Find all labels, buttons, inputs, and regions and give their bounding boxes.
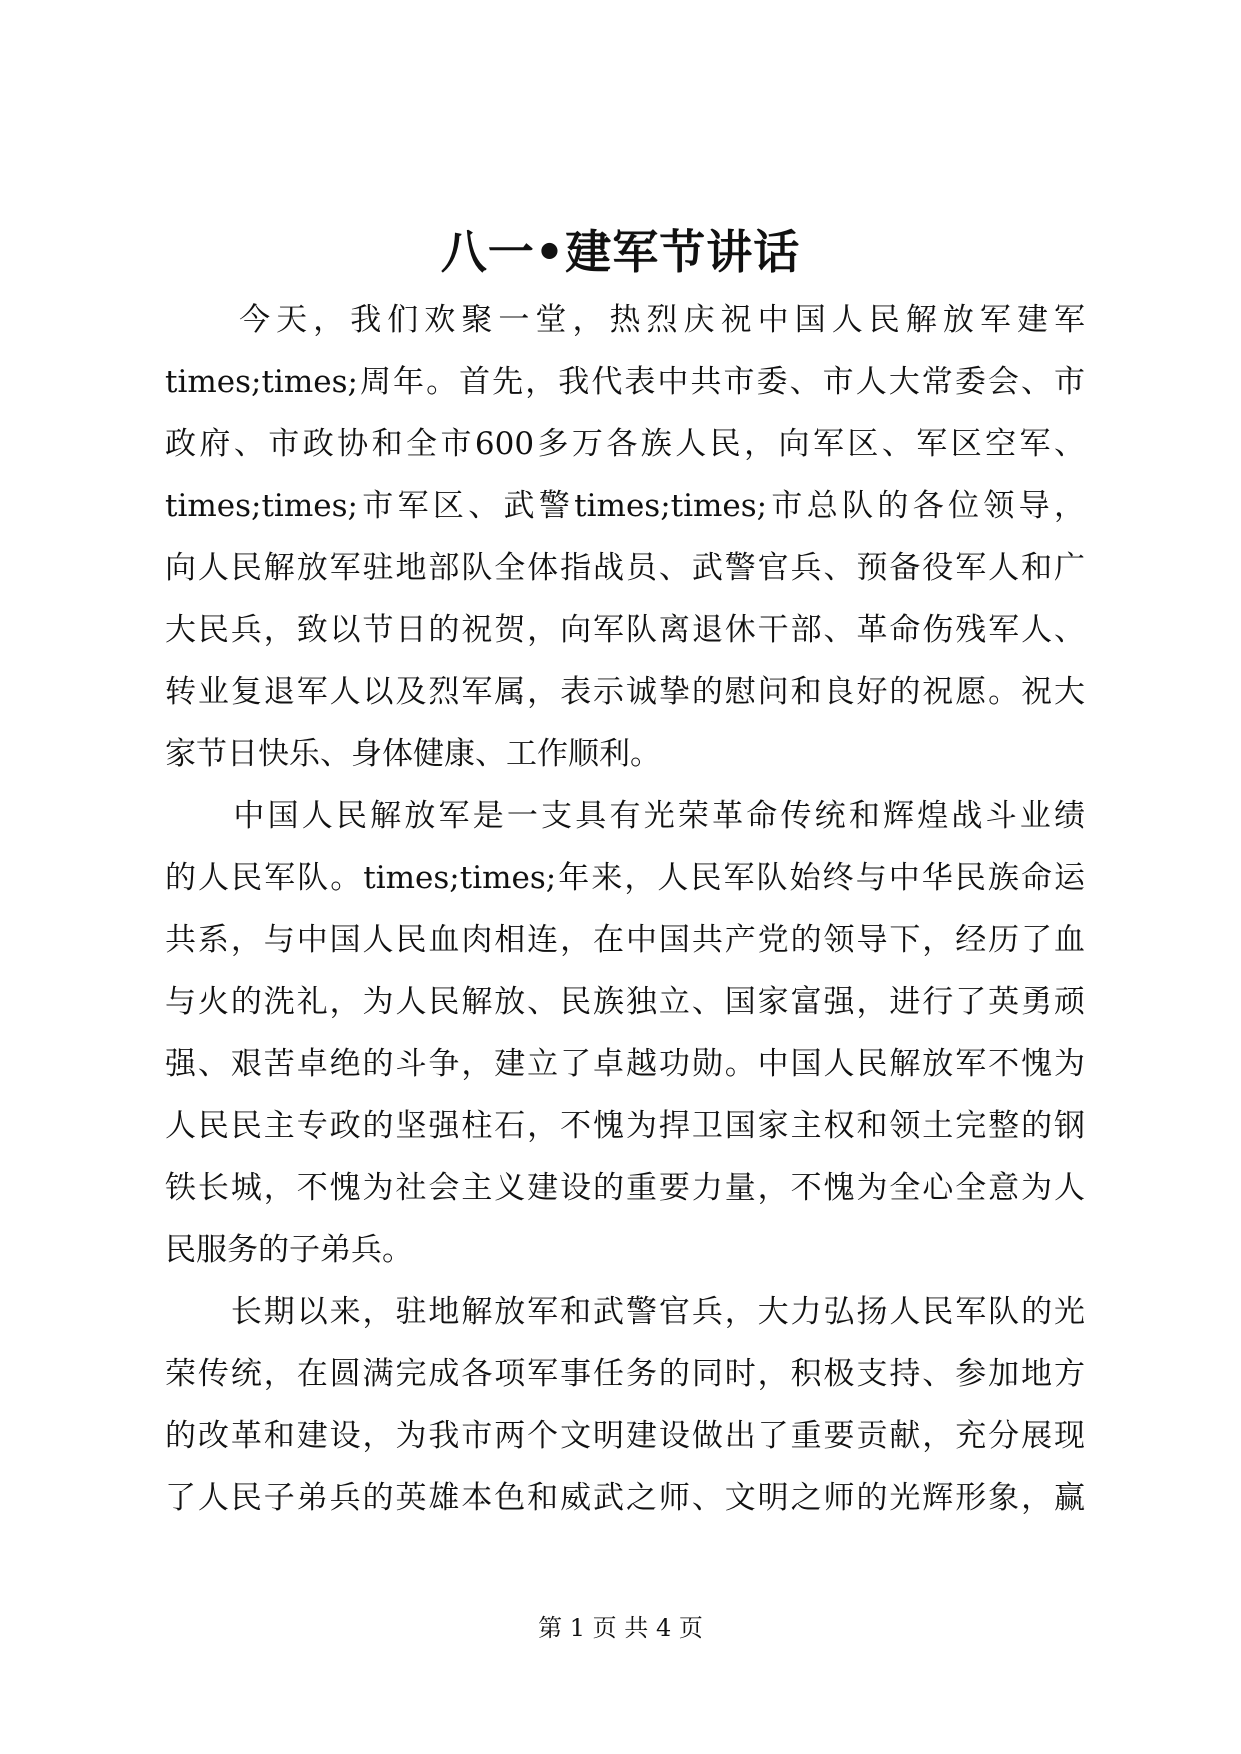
- page-number-footer: 第 1 页 共 4 页: [538, 1614, 703, 1642]
- document-body: [165, 289, 1085, 1529]
- body-line: 长期以来，驻地解放军和武警官兵，大力弘扬人民军队的光: [165, 1294, 1085, 1330]
- body-line: 强、艰苦卓绝的斗争，建立了卓越功勋。中国人民解放军不愧为: [165, 1046, 1085, 1082]
- body-line: 了人民子弟兵的英雄本色和威武之师、文明之师的光辉形象，赢: [165, 1480, 1085, 1516]
- body-line: 人民民主专政的坚强柱石，不愧为捍卫国家主权和领土完整的钢: [165, 1108, 1085, 1144]
- body-line: 共系，与中国人民血肉相连，在中国共产党的领导下，经历了血: [165, 922, 1085, 958]
- body-line: 荣传统，在圆满完成各项军事任务的同时，积极支持、参加地方: [165, 1356, 1085, 1392]
- body-line: 中国人民解放军是一支具有光荣革命传统和辉煌战斗业绩: [165, 798, 1085, 834]
- body-line: 民服务的子弟兵。: [165, 1232, 413, 1268]
- body-line: times;times;周年。首先，我代表中共市委、市人大常委会、市: [165, 364, 1085, 400]
- body-line: 与火的洗礼，为人民解放、民族独立、国家富强，进行了英勇顽: [165, 984, 1085, 1020]
- body-line: 的人民军队。times;times;年来，人民军队始终与中华民族命运: [165, 860, 1085, 896]
- body-line: 的改革和建设，为我市两个文明建设做出了重要贡献，充分展现: [165, 1418, 1085, 1454]
- body-line: 家节日快乐、身体健康、工作顺利。: [165, 736, 661, 772]
- body-line: times;times;市军区、武警times;times;市总队的各位领导，: [165, 488, 1085, 524]
- document-title: 八一•建军节讲话: [440, 225, 801, 279]
- body-line: 大民兵，致以节日的祝贺，向军队离退休干部、革命伤残军人、: [165, 612, 1085, 648]
- body-line: 政府、市政协和全市600多万各族人民，向军区、军区空军、: [165, 426, 1085, 462]
- body-line: 今天，我们欢聚一堂，热烈庆祝中国人民解放军建军: [165, 302, 1085, 338]
- body-line: 向人民解放军驻地部队全体指战员、武警官兵、预备役军人和广: [165, 550, 1085, 586]
- body-line: 铁长城，不愧为社会主义建设的重要力量，不愧为全心全意为人: [165, 1170, 1085, 1206]
- body-line: 转业复退军人以及烈军属，表示诚挚的慰问和良好的祝愿。祝大: [165, 674, 1085, 710]
